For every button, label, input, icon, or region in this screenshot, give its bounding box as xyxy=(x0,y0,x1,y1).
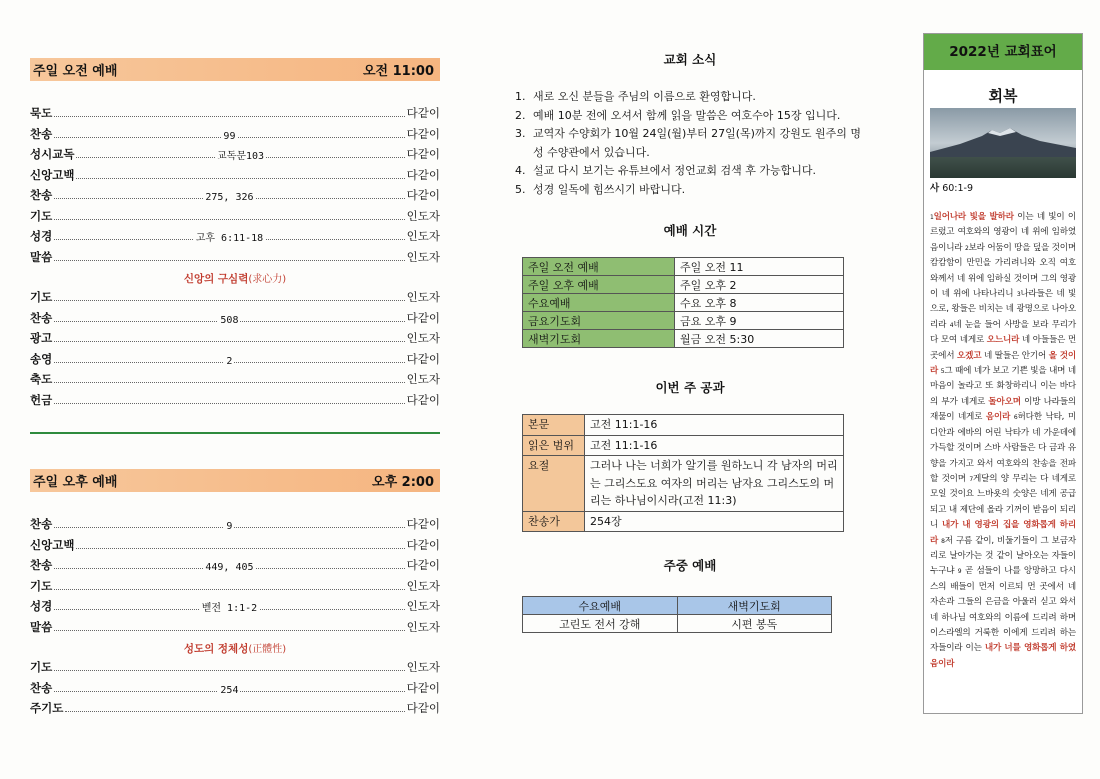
order-item-name: 기도 xyxy=(30,578,53,593)
order-row xyxy=(30,516,440,537)
table-row: 주일 오후 예배 주일 오후 2 xyxy=(523,276,844,294)
order-item-detail: 449, 405 xyxy=(205,562,254,573)
dotted-leader xyxy=(54,520,404,532)
worship-times-table xyxy=(522,257,844,348)
table-row: 고린도 전서 강해 시편 봉독 xyxy=(523,615,832,633)
order-of-worship-column xyxy=(30,58,440,721)
dotted-leader xyxy=(76,541,404,549)
order-row xyxy=(30,167,440,188)
scripture-reference: 사 60:1-9 xyxy=(930,183,974,194)
motto-word: 회복 xyxy=(988,87,1018,105)
morning-service-header xyxy=(30,58,440,81)
church-motto-panel xyxy=(923,33,1083,714)
order-row xyxy=(30,680,440,701)
order-item-name: 찬송 xyxy=(30,310,53,325)
order-row xyxy=(30,619,440,640)
morning-service-time: 오전 11:00 xyxy=(362,64,434,79)
order-item-leader: 다같이 xyxy=(406,558,440,572)
church-news-list xyxy=(510,88,870,199)
order-row xyxy=(30,392,440,413)
order-item-name: 신앙고백 xyxy=(30,167,75,182)
order-item-name: 묵도 xyxy=(30,106,53,120)
table-row: 새벽기도회 월금 오전 5:30 xyxy=(523,330,844,348)
table-row: 요절 그러나 나는 너희가 알기를 원하노니 각 남자의 머리는 그리스도요 여자의 머리는 남자요 그리스도의 머리는 하나님이시라(고전 11:3) xyxy=(523,456,844,512)
order-item-leader: 다같이 xyxy=(406,147,440,161)
order-row xyxy=(30,249,440,270)
afternoon-service-title: 주일 오후 예배 xyxy=(33,475,118,490)
scripture-text: $^1$일어나라 빛을 발하라 이는 네 빛이 이르렀고 여호와의 영광이 네 위에 임하였음이니라 $^2$보라 어둠이 땅을 덮을 것이며 캄캄함이 만민을 가리려니와 오직 여호와께서 네 위에 임하실 것이며 그의 영광이 네 위에 나타나리니 $^3$나라들은 네 빛으로, 왕들은 비치는 네 광명으로 나아오리라 $^4$네 눈을 들어 사방을 보라 무리가 다 모여 네게로 오느니라 네 아들들은 먼 곳에서 오겠고 네 딸들은 안기어 올 것이라 $^5$그 때에 네가 보고 기쁜 빛을 내며 네 마음이 놀라고 또 화창하리니 이는 바다의 부가 네게로 돌아오며 이방 나라들의 재물이 네게로 옴이라 $^6$허다한 낙타, 미디안과 에바의 어린 낙타가 네 가운데에 가득할 것이며 스바 사람들은 다 금과 유향을 가지고 와서 여호와의 찬송을 전파할 것이며 $^7$게달의 양 무리는 다 네게로 모일 것이요 느바욧의 숫양은 네게 공급되고 내 제단에 올라 기꺼이 받음이 되리니 내가 내 영광의 집을 영화롭게 하리라 $^8$저 구름 같이, 비둘기들이 그 보금자리로 날아가는 것 같이 날아오는 자들이 누구냐 $^9$ 곧 섬들이 나를 앙망하고 다시스의 배들이 먼저 이르되 먼 곳에서 네 자손과 그들의 은금을 아울러 싣고 와서 네 하나님 여호와의 이름에 드리려 하며 이스라엘의 거룩한 이에게 드리려 하는 자들이라 이는 내가 너를 영화롭게 하였음이라 xyxy=(930,212,1076,669)
order-row xyxy=(30,537,440,558)
dotted-leader xyxy=(54,212,404,220)
motto-header: 2022년 교회표어 xyxy=(924,34,1082,70)
worship-times-title: 예배 시간 xyxy=(663,223,717,238)
order-item-name: 축도 xyxy=(30,372,53,386)
dotted-leader xyxy=(54,314,404,326)
order-row xyxy=(30,598,440,619)
order-item-name: 찬송 xyxy=(30,188,53,202)
table-row: 주일 오전 예배 주일 오전 11 xyxy=(523,258,844,276)
order-item-detail: 9 xyxy=(226,521,233,532)
order-item-leader: 인도자 xyxy=(406,249,440,264)
order-item-name: 기도 xyxy=(30,208,53,223)
dotted-leader xyxy=(54,663,404,671)
order-row xyxy=(30,146,440,167)
order-item-detail: 2 xyxy=(226,355,233,367)
order-item-leader: 다같이 xyxy=(406,351,440,366)
dotted-leader xyxy=(54,355,404,367)
order-item-name: 찬송 xyxy=(30,126,53,141)
afternoon-order-list xyxy=(30,516,440,721)
morning-service-title: 주일 오전 예배 xyxy=(33,64,118,79)
order-item-leader: 인도자 xyxy=(406,331,440,345)
dotted-leader xyxy=(54,396,404,404)
dotted-leader xyxy=(54,253,404,261)
order-item-leader: 다같이 xyxy=(406,392,440,407)
dotted-leader xyxy=(54,293,404,301)
order-row xyxy=(30,187,440,208)
order-item-leader: 인도자 xyxy=(406,290,440,304)
order-item-leader: 다같이 xyxy=(406,680,440,695)
info-column xyxy=(510,50,870,633)
order-item-name: 말씀 xyxy=(30,619,53,634)
order-item-name: 주기도 xyxy=(30,701,64,715)
dotted-leader xyxy=(54,109,404,117)
order-item-name: 찬송 xyxy=(30,680,53,695)
order-item-leader: 다같이 xyxy=(406,188,440,202)
dotted-leader xyxy=(54,561,404,573)
order-row xyxy=(30,208,440,229)
dotted-leader xyxy=(76,150,404,162)
order-item-name: 헌금 xyxy=(30,392,53,407)
afternoon-sermon-title: 성도의 정체성(正體性) xyxy=(183,643,287,655)
order-item-detail: 508 xyxy=(220,314,239,326)
morning-order-list xyxy=(30,105,440,412)
dotted-leader xyxy=(54,684,404,696)
order-item-name: 찬송 xyxy=(30,517,53,531)
order-row xyxy=(30,371,440,392)
weekday-worship-table xyxy=(522,596,832,633)
order-row xyxy=(30,557,440,578)
order-item-leader: 인도자 xyxy=(406,229,440,243)
order-row xyxy=(30,578,440,599)
order-item-detail: 벧전 1:1-2 xyxy=(200,599,259,614)
table-row: 본문 고전 11:1-16 xyxy=(523,415,844,436)
order-row xyxy=(30,700,440,721)
order-item-name: 성시교독 xyxy=(30,147,75,161)
dotted-leader xyxy=(54,623,404,631)
news-item: 4. 설교 다시 보기는 유튜브에서 정언교회 검색 후 가능합니다. xyxy=(515,164,816,177)
news-item: 5. 성경 일독에 힘쓰시기 바랍니다. xyxy=(515,182,686,196)
lesson-table xyxy=(522,414,844,532)
order-item-name: 성경 xyxy=(30,229,53,243)
church-news-title: 교회 소식 xyxy=(663,52,717,67)
order-item-detail: 254 xyxy=(220,684,239,696)
table-row: 읽은 범위 고전 11:1-16 xyxy=(523,435,844,456)
order-item-name: 말씀 xyxy=(30,249,53,264)
section-divider xyxy=(30,432,440,434)
weekday-worship-title: 주중 예배 xyxy=(663,558,717,573)
order-row xyxy=(30,351,440,372)
dotted-leader xyxy=(54,602,404,614)
table-row: 금요기도회 금요 오후 9 xyxy=(523,312,844,330)
order-item-leader: 인도자 xyxy=(406,372,440,386)
order-item-leader: 인도자 xyxy=(406,208,440,223)
afternoon-service-time: 오후 2:00 xyxy=(372,475,434,490)
dotted-leader xyxy=(54,582,404,590)
order-row xyxy=(30,228,440,249)
dotted-leader xyxy=(76,171,404,179)
morning-sermon-title: 신앙의 구심력(求心力) xyxy=(183,273,287,285)
order-item-detail: 99 xyxy=(223,130,236,142)
order-row xyxy=(30,659,440,680)
order-item-detail: 275, 326 xyxy=(205,192,254,203)
dotted-leader xyxy=(54,191,404,203)
news-item: 1. 새로 오신 분들을 주님의 이름으로 환영합니다. xyxy=(515,90,756,103)
order-item-name: 기도 xyxy=(30,660,53,674)
lesson-title: 이번 주 공과 xyxy=(655,380,725,395)
dotted-leader xyxy=(54,375,404,383)
order-item-leader: 다같이 xyxy=(406,701,440,715)
order-item-detail: 고후 6:11-18 xyxy=(194,229,265,244)
order-item-leader: 다같이 xyxy=(406,126,440,141)
order-item-leader: 다같이 xyxy=(406,517,440,531)
order-item-name: 찬송 xyxy=(30,558,53,572)
mountain-image xyxy=(930,108,1076,178)
order-row xyxy=(30,330,440,351)
order-item-leader: 다같이 xyxy=(406,310,440,325)
order-item-name: 광고 xyxy=(30,331,53,345)
order-row xyxy=(30,310,440,331)
order-item-leader: 다같이 xyxy=(406,106,440,120)
table-header-row: 수요예배 새벽기도회 xyxy=(523,597,832,615)
dotted-leader xyxy=(65,704,404,712)
order-item-leader: 인도자 xyxy=(406,660,440,674)
dotted-leader xyxy=(54,334,404,342)
table-row: 수요예배 수요 오후 8 xyxy=(523,294,844,312)
order-item-leader: 다같이 xyxy=(406,167,440,182)
dotted-leader xyxy=(54,130,404,142)
order-item-name: 성경 xyxy=(30,599,53,613)
order-item-leader: 인도자 xyxy=(406,599,440,613)
order-row xyxy=(30,105,440,126)
table-row: 찬송가 254장 xyxy=(523,511,844,532)
order-row xyxy=(30,126,440,147)
news-item: 3. 교역자 수양회가 10월 24일(월)부터 27일(목)까지 강원도 원주의 명성 수양관에서 있습니다. xyxy=(515,127,862,159)
order-item-leader: 인도자 xyxy=(406,578,440,593)
afternoon-service-header xyxy=(30,469,440,492)
news-item: 2. 예배 10분 전에 오셔서 함께 읽을 말씀은 여호수아 15장 입니다. xyxy=(515,108,841,122)
order-item-name: 송영 xyxy=(30,351,53,366)
order-item-leader: 인도자 xyxy=(406,619,440,634)
order-item-detail: 교독문103 xyxy=(215,147,266,162)
order-item-name: 기도 xyxy=(30,290,53,304)
order-item-name: 신앙고백 xyxy=(30,537,75,552)
order-row xyxy=(30,289,440,310)
dotted-leader xyxy=(54,232,404,244)
order-item-leader: 다같이 xyxy=(406,537,440,552)
